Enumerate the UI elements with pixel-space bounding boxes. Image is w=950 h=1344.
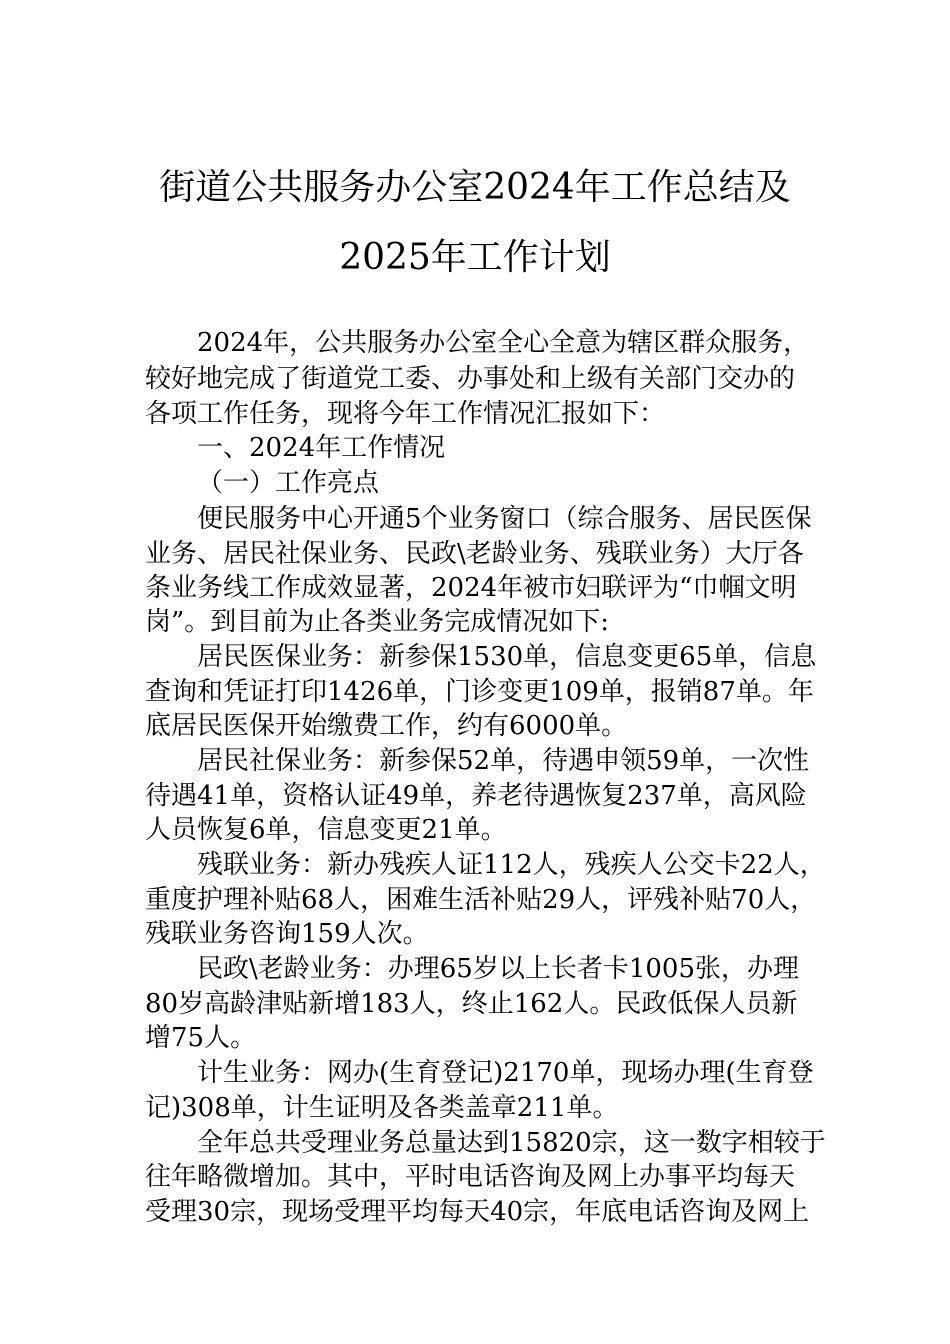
paragraph-line: 条业务线工作成效显著，2024年被市妇联评为“巾帼文明 bbox=[145, 573, 797, 603]
paragraph-line: 重度护理补贴68人，困难生活补贴29人，评残补贴70人， bbox=[145, 885, 817, 915]
document-title-line-1: 街道公共服务办公室2024年工作总结及 bbox=[159, 167, 791, 208]
paragraph-line: 2024年，公共服务办公室全心全意为辖区群众服务， bbox=[197, 328, 810, 358]
paragraph-line: 人员恢复6单，信息变更21单。 bbox=[145, 815, 507, 845]
paragraph-line: 增75人。 bbox=[145, 1023, 257, 1053]
paragraph-line: 民政\老龄业务：办理65岁以上长者卡1005张，办理 bbox=[197, 954, 800, 984]
paragraph-line: 受理30宗，现场受理平均每天40宗，年底电话咨询及网上 bbox=[145, 1197, 810, 1227]
paragraph-line: 业务、居民社保业务、民政\老龄业务、残联业务）大厅各 bbox=[145, 539, 804, 569]
paragraph-line: 80岁高龄津贴新增183人，终止162人。民政低保人员新 bbox=[145, 989, 798, 1019]
paragraph-line: 较好地完成了街道党工委、办事处和上级有关部门交办的 bbox=[145, 364, 796, 394]
paragraph-line: 岗”。到目前为止各类业务完成情况如下: bbox=[145, 607, 610, 637]
paragraph-line: 全年总共受理业务总量达到15820宗，这一数字相较于 bbox=[197, 1128, 826, 1158]
document-title-line-2: 2025年工作计划 bbox=[339, 237, 611, 278]
paragraph-line: 计生业务：网办(生育登记)2170单，现场办理(生育登 bbox=[197, 1058, 814, 1088]
paragraph-line: 各项工作任务，现将今年工作情况汇报如下： bbox=[145, 399, 666, 429]
paragraph-line: 往年略微增加。其中，平时电话咨询及网上办事平均每天 bbox=[145, 1162, 796, 1192]
paragraph-line: 便民服务中心开通5个业务窗口（综合服务、居民医保 bbox=[197, 504, 812, 534]
paragraph-line: 记)308单，计生证明及各类盖章211单。 bbox=[145, 1093, 619, 1123]
paragraph-line: 居民医保业务：新参保1530单，信息变更65单，信息 bbox=[197, 642, 817, 672]
paragraph-line: 查询和凭证打印1426单，门诊变更109单，报销87单。年 bbox=[145, 677, 814, 707]
section-heading: 一、2024年工作情况 bbox=[197, 433, 446, 463]
paragraph-line: 残联业务咨询159人次。 bbox=[145, 919, 429, 949]
paragraph-line: 残联业务：新办残疾人证112人，残疾人公交卡22人， bbox=[197, 850, 826, 880]
subsection-heading: （一）工作亮点 bbox=[197, 468, 380, 498]
paragraph-line: 底居民医保开始缴费工作，约有6000单。 bbox=[145, 711, 628, 741]
paragraph-line: 居民社保业务：新参保52单，待遇申领59单，一次性 bbox=[197, 746, 810, 776]
paragraph-line: 待遇41单，资格认证49单，养老待遇恢复237单，高风险 bbox=[145, 781, 807, 811]
